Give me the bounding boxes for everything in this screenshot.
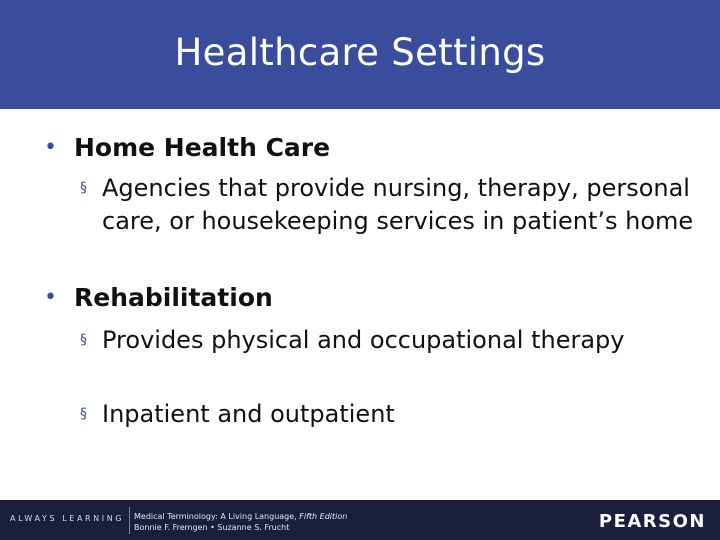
sub-bullet-marker: § (80, 180, 87, 196)
title-bar (0, 0, 720, 109)
sub-bullet-agencies: Agencies that provide nursing, therapy, personal care, or housekeeping services in patient’s home (102, 174, 694, 235)
bullet-dot: • (44, 285, 57, 310)
footer-citation (134, 511, 347, 533)
footer-book-title: Medical Terminology: A Living Language, (134, 512, 300, 521)
bullet-dot: • (44, 135, 57, 160)
pearson-logo: PEARSON (598, 511, 706, 532)
footer-authors: Bonnie F. Fremgen • Suzanne S. Frucht (134, 523, 290, 532)
footer-bar (0, 500, 720, 540)
sub-bullet-marker: § (80, 332, 87, 348)
bullet-heading-home-health-care: Home Health Care (74, 133, 331, 162)
bullet-heading-rehabilitation: Rehabilitation (74, 283, 273, 312)
sub-bullet-inpatient-outpatient: Inpatient and outpatient (102, 400, 395, 428)
footer-book-line (134, 511, 347, 522)
footer-edition: Fifth Edition (299, 512, 348, 521)
sub-bullet-marker: § (80, 406, 87, 422)
slide-title: Healthcare Settings (174, 31, 546, 74)
footer-divider (129, 507, 130, 534)
footer-tagline: ALWAYS LEARNING (10, 514, 125, 523)
sub-bullet-physical-occupational: Provides physical and occupational therapy (102, 326, 625, 354)
